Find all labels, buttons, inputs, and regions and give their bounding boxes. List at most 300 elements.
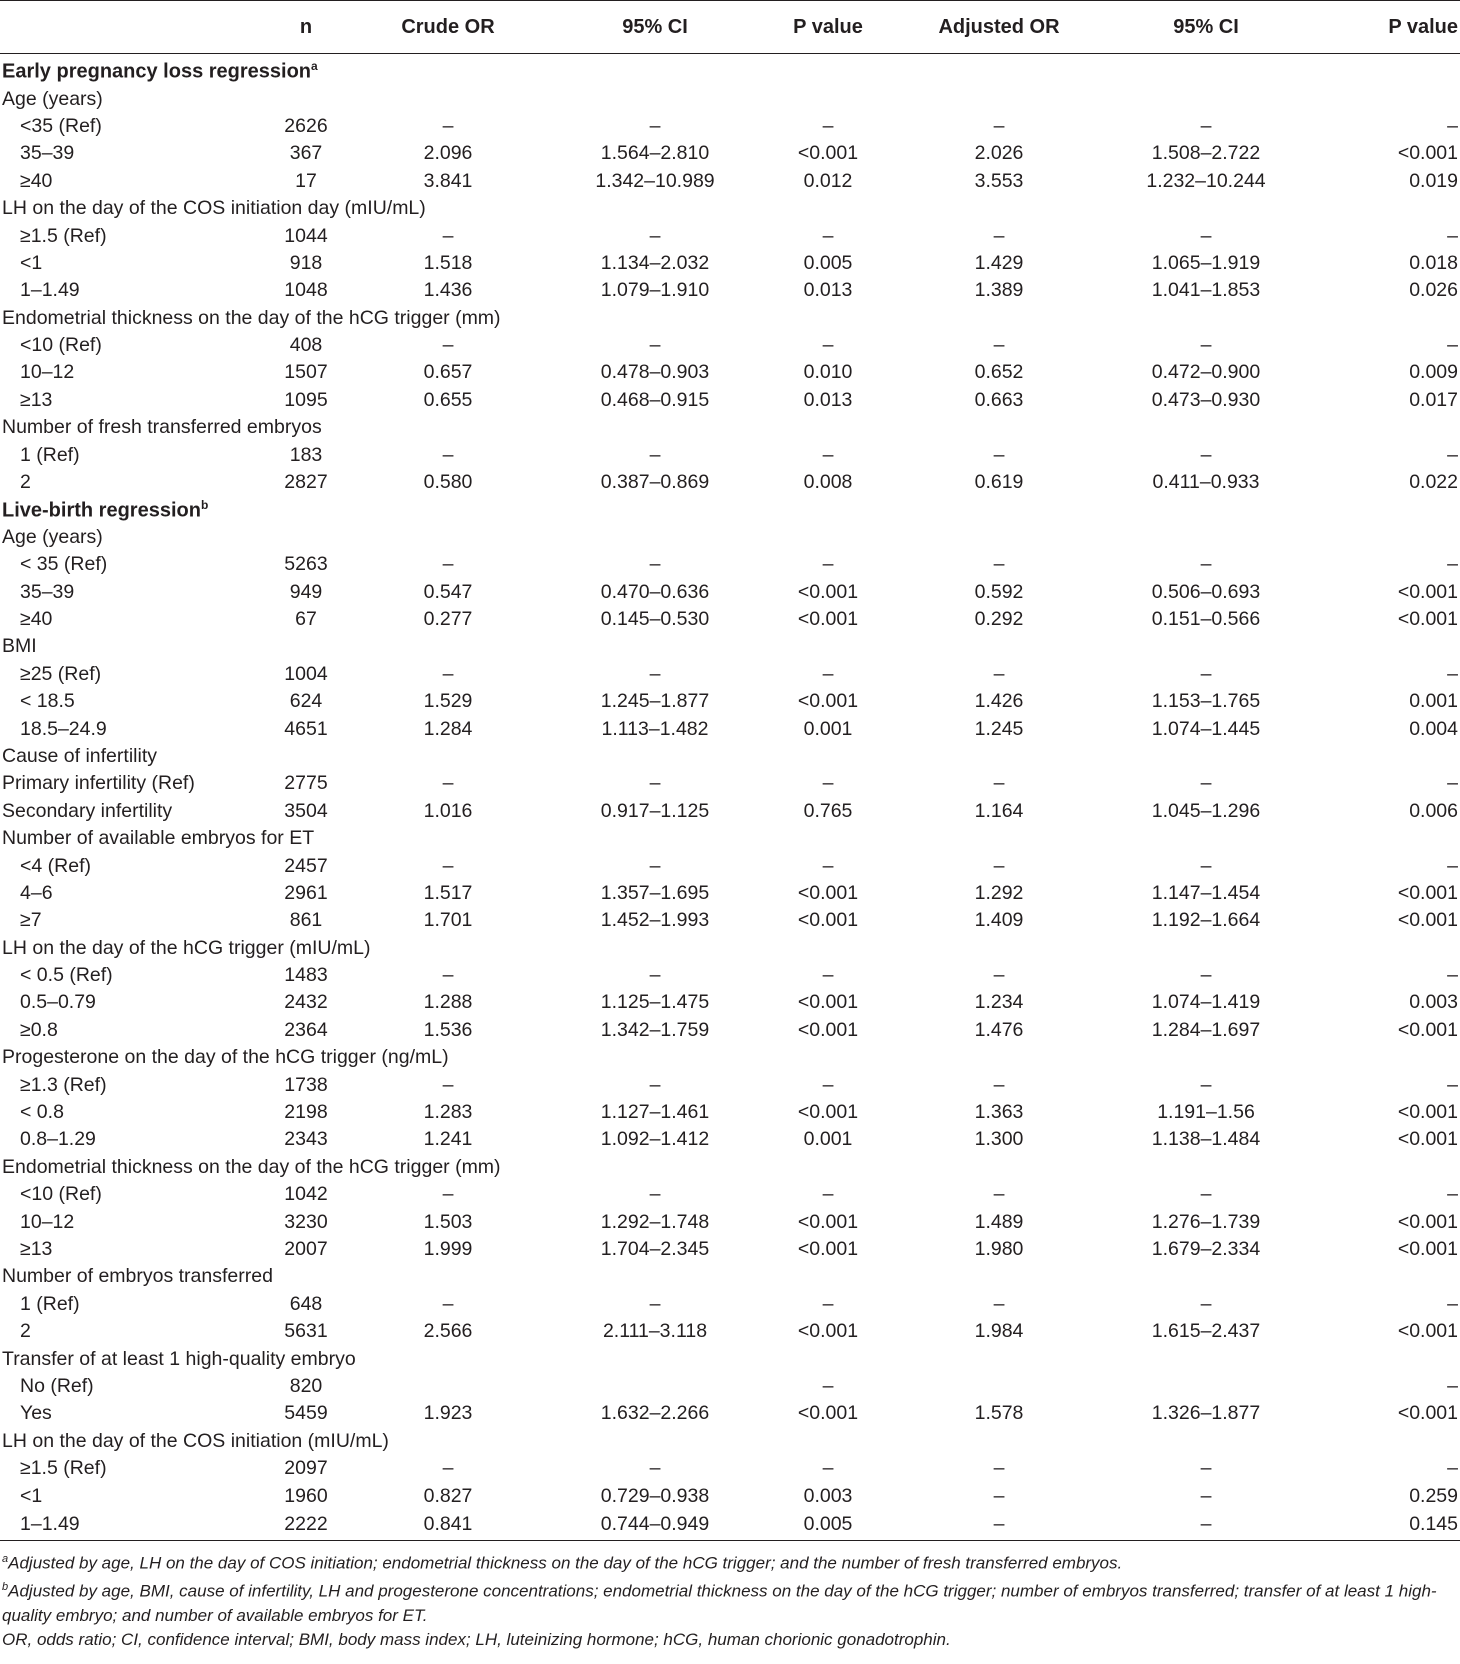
adjusted-ci-cell: – (1200, 1484, 1212, 1507)
crude-or-cell (346, 1373, 550, 1400)
adjusted-or-cell: 1.429 (974, 251, 1024, 274)
adjusted-or-cell: 0.619 (974, 471, 1024, 494)
crude-p-value-cell: – (822, 1457, 834, 1480)
adjusted-or-cell: 1.300 (974, 1128, 1024, 1151)
adjusted-p-value-cell: 0.004 (1409, 717, 1458, 740)
variable-label: LH on the day of the COS initiation (mIU/mL) (2, 1429, 389, 1452)
footnote-text: OR, odds ratio; CI, confidence interval; BMI, body mass index; LH, luteinizing hormone; hCG, human chorionic gonadotrophin. (2, 1630, 951, 1650)
adjusted-or-cell: – (993, 443, 1005, 466)
adjusted-or-cell: – (993, 854, 1005, 877)
table-row (0, 852, 1460, 879)
adjusted-ci-cell: 0.472–0.900 (1151, 361, 1261, 384)
adjusted-ci-cell: 0.411–0.933 (1152, 471, 1260, 494)
crude-p-value-cell: <0.001 (797, 690, 859, 713)
crude-or-cell: – (442, 553, 454, 576)
n-cell: 1738 (284, 1073, 328, 1096)
variable-group-row (0, 1154, 1460, 1181)
category-label: < 18.5 (20, 690, 75, 713)
variable-label: Endometrial thickness on the day of the hCG trigger (mm) (2, 1155, 501, 1178)
n-cell: 17 (295, 169, 317, 192)
variable-label: Transfer of at least 1 high-quality embryo (2, 1347, 356, 1370)
adjusted-or-cell: – (896, 1510, 1102, 1541)
crude-ci-cell: 1.292–1.748 (600, 1210, 710, 1233)
table-row (0, 1236, 1460, 1263)
footnote (2, 1547, 1458, 1576)
variable-label: Number of embryos transferred (2, 1265, 273, 1288)
adjusted-p-value-cell: 0.259 (1409, 1484, 1458, 1507)
adjusted-p-value-cell: – (1447, 553, 1458, 576)
variable-label: LH on the day of the hCG trigger (mIU/mL) (2, 936, 371, 959)
category-label: 4–6 (20, 881, 53, 904)
crude-or-cell: – (442, 1183, 454, 1206)
variable-group-row (0, 935, 1460, 962)
crude-or-cell: 0.657 (423, 361, 473, 384)
crude-p-value-cell: 0.003 (803, 1484, 853, 1507)
adjusted-ci-cell: – (1200, 964, 1212, 987)
crude-ci-cell: – (649, 1457, 661, 1480)
variable-label: Age (years) (2, 525, 103, 548)
adjusted-p-value-cell: – (1447, 662, 1458, 685)
crude-ci-cell: 1.125–1.475 (600, 991, 710, 1014)
adjusted-ci-cell: – (1200, 114, 1212, 137)
adjusted-p-value-cell: <0.001 (1397, 608, 1458, 630)
table-row (0, 1208, 1460, 1235)
n-cell: 408 (289, 334, 323, 357)
crude-p-value-cell: 0.010 (803, 361, 853, 384)
crude-or-cell: 1.016 (423, 799, 473, 822)
column-header: P value (760, 1, 896, 54)
n-cell: 5459 (284, 1402, 328, 1425)
crude-p-value-cell: – (822, 224, 834, 247)
crude-or-cell: 2.096 (423, 142, 473, 165)
adjusted-ci-cell: 1.276–1.739 (1151, 1210, 1261, 1233)
section-header-row (0, 54, 1460, 86)
category-label: 35–39 (20, 142, 75, 165)
table-row (0, 1017, 1460, 1044)
crude-p-value-cell: <0.001 (797, 580, 859, 603)
adjusted-p-value-cell: – (1447, 1374, 1458, 1397)
adjusted-ci-cell: 1.191–1.56 (1157, 1101, 1255, 1124)
adjusted-or-cell: 0.592 (974, 580, 1024, 603)
adjusted-or-cell: 1.234 (974, 991, 1024, 1014)
adjusted-ci-cell: 1.679–2.334 (1151, 1237, 1261, 1260)
n-cell: 2222 (266, 1510, 346, 1541)
variable-label: Endometrial thickness on the day of the hCG trigger (mm) (2, 306, 501, 329)
crude-ci-cell: – (649, 1183, 661, 1206)
crude-or-cell: 1.536 (423, 1018, 473, 1041)
adjusted-ci-cell: 1.326–1.877 (1151, 1402, 1261, 1425)
n-cell: 3230 (284, 1210, 328, 1233)
variable-group-row (0, 414, 1460, 441)
category-label: 2 (20, 471, 31, 494)
table-row (0, 661, 1460, 688)
crude-or-cell: 2.566 (423, 1320, 473, 1343)
crude-ci-cell: 2.111–3.118 (602, 1320, 708, 1343)
variable-label: Number of fresh transferred embryos (2, 416, 322, 439)
crude-ci-cell: – (649, 1073, 661, 1096)
variable-group-row (0, 85, 1460, 112)
crude-p-value-cell: 0.001 (803, 1128, 853, 1151)
table-row (0, 1318, 1460, 1345)
crude-or-cell: – (442, 662, 454, 685)
adjusted-or-cell: 2.026 (974, 142, 1024, 165)
variable-label: Age (years) (2, 87, 103, 110)
category-label: 35–39 (20, 580, 75, 603)
crude-ci-cell: 1.113–1.482 (601, 717, 709, 740)
crude-or-cell: 1.283 (423, 1101, 473, 1124)
crude-p-value-cell: <0.001 (797, 909, 859, 932)
column-header: Crude OR (346, 1, 550, 54)
category-label: Yes (20, 1402, 52, 1425)
n-cell: 2775 (284, 772, 328, 795)
crude-or-cell: 0.277 (423, 608, 473, 630)
crude-p-value-cell: – (822, 772, 834, 795)
table-row (0, 798, 1460, 825)
crude-p-value-cell: 0.765 (803, 799, 853, 822)
category-label: <1 (20, 251, 43, 274)
n-cell: 67 (295, 608, 317, 630)
table-row (0, 880, 1460, 907)
footnote-marker: b (200, 497, 209, 512)
footnote (2, 1575, 1458, 1628)
adjusted-or-cell: – (993, 1292, 1005, 1315)
adjusted-p-value-cell: – (1447, 1457, 1458, 1480)
category-label: ≥25 (Ref) (20, 662, 102, 685)
n-cell: 918 (289, 251, 323, 274)
adjusted-p-value-cell: 0.019 (1409, 169, 1458, 192)
adjusted-p-value-cell: – (1447, 1183, 1458, 1206)
crude-ci-cell: 0.917–1.125 (600, 799, 710, 822)
adjusted-p-value-cell: – (1447, 964, 1458, 987)
column-header: P value (1310, 1, 1460, 54)
category-label: ≥40 (20, 608, 53, 630)
category-label: No (Ref) (20, 1374, 94, 1397)
category-label: Primary infertility (Ref) (2, 772, 195, 795)
crude-ci-cell: 1.134–2.032 (600, 251, 710, 274)
crude-or-cell: – (442, 114, 454, 137)
n-cell: 820 (289, 1374, 323, 1397)
adjusted-p-value-cell: <0.001 (1397, 142, 1458, 165)
crude-ci-cell: 1.245–1.877 (600, 690, 710, 713)
adjusted-or-cell: – (993, 334, 1005, 357)
adjusted-p-value-cell: – (1447, 1292, 1458, 1315)
crude-ci-cell: 1.452–1.993 (600, 909, 710, 932)
crude-or-cell: 0.841 (346, 1510, 550, 1541)
crude-ci-cell: – (649, 964, 661, 987)
adjusted-p-value-cell: <0.001 (1397, 1210, 1458, 1233)
adjusted-p-value-cell: 0.026 (1409, 279, 1458, 302)
n-cell: 1960 (284, 1484, 328, 1507)
crude-p-value-cell: – (822, 1073, 834, 1096)
category-label: 1–1.49 (20, 279, 80, 302)
crude-p-value-cell: – (822, 334, 834, 357)
section-title-text: Live-birth regression (2, 499, 201, 522)
footnote-text: Adjusted by age, BMI, cause of infertility, LH and progesterone concentrations; endometrial thickness on the day of the hCG trigger; number of embryos transferred; transfer of at least 1 high-quality embryo; and number of available embryos for ET. (2, 1582, 1437, 1626)
crude-p-value-cell: 0.005 (803, 251, 853, 274)
variable-label: LH on the day of the COS initiation day (mIU/mL) (2, 197, 426, 220)
table-row (0, 1126, 1460, 1153)
adjusted-or-cell: 0.652 (974, 361, 1024, 384)
adjusted-ci-cell: 1.147–1.454 (1151, 881, 1261, 904)
adjusted-p-value-cell: – (1447, 1073, 1458, 1096)
n-cell: 2097 (284, 1457, 328, 1480)
table-row (0, 277, 1460, 304)
adjusted-p-value-cell: 0.017 (1409, 388, 1458, 411)
adjusted-or-cell: – (993, 964, 1005, 987)
adjusted-or-cell: 1.578 (974, 1402, 1024, 1425)
adjusted-ci-cell: – (1200, 662, 1212, 685)
variable-label: Number of available embryos for ET (2, 827, 315, 850)
table-row (0, 469, 1460, 496)
section-title (0, 54, 1460, 86)
table-row (0, 250, 1460, 277)
adjusted-or-cell (896, 1373, 1102, 1400)
adjusted-or-cell: – (993, 772, 1005, 795)
adjusted-p-value-cell: – (1447, 443, 1458, 466)
adjusted-ci-cell: 1.065–1.919 (1151, 251, 1261, 274)
adjusted-ci-cell: – (1200, 1073, 1212, 1096)
n-cell: 367 (289, 142, 323, 165)
variable-label: BMI (2, 635, 37, 658)
crude-p-value-cell: <0.001 (797, 1320, 859, 1343)
crude-or-cell: 0.547 (423, 580, 473, 603)
n-cell: 1042 (284, 1183, 328, 1206)
crude-ci-cell: – (649, 224, 661, 247)
crude-ci-cell (550, 1373, 760, 1400)
n-cell: 1095 (284, 388, 328, 411)
crude-or-cell: 1.241 (423, 1128, 473, 1151)
adjusted-p-value-cell: <0.001 (1397, 1237, 1458, 1260)
adjusted-or-cell: 1.245 (974, 717, 1024, 740)
table-row (0, 1373, 1460, 1400)
adjusted-or-cell: – (993, 553, 1005, 576)
n-cell: 1483 (284, 964, 328, 987)
crude-p-value-cell: – (822, 114, 834, 137)
variable-group-row (0, 305, 1460, 332)
crude-or-cell: – (442, 964, 454, 987)
n-cell: 2364 (284, 1018, 328, 1041)
category-label: 18.5–24.9 (20, 717, 107, 740)
n-cell: 624 (289, 690, 323, 713)
adjusted-or-cell: 1.489 (974, 1210, 1024, 1233)
crude-or-cell: 3.841 (423, 169, 473, 192)
table-row (0, 962, 1460, 989)
crude-p-value-cell: – (822, 553, 834, 576)
crude-ci-cell: – (649, 1292, 661, 1315)
table-row (0, 140, 1460, 167)
variable-group-row (0, 1345, 1460, 1372)
crude-ci-cell: 1.079–1.910 (600, 279, 710, 302)
variable-group-row (0, 825, 1460, 852)
table-row (0, 551, 1460, 578)
adjusted-p-value-cell: – (1447, 334, 1458, 357)
column-header: Adjusted OR (896, 1, 1102, 54)
table-row (0, 1455, 1460, 1482)
adjusted-ci-cell: 0.506–0.693 (1151, 580, 1261, 603)
adjusted-ci-cell: – (1200, 224, 1212, 247)
footnote-marker: b (2, 1581, 9, 1594)
category-label: 2 (20, 1320, 31, 1343)
table-row (0, 1099, 1460, 1126)
n-cell: 2198 (284, 1101, 328, 1124)
n-cell: 2432 (284, 991, 328, 1014)
table-row (0, 578, 1460, 605)
crude-p-value-cell: 0.013 (803, 388, 853, 411)
table-row (0, 113, 1460, 140)
adjusted-ci-cell: 1.508–2.722 (1151, 142, 1261, 165)
table-row (0, 1482, 1460, 1509)
adjusted-ci-cell: – (1200, 1292, 1212, 1315)
n-cell: 2457 (284, 854, 328, 877)
crude-p-value-cell: 0.012 (803, 169, 853, 192)
adjusted-p-value-cell: – (1447, 772, 1458, 795)
adjusted-or-cell: – (993, 114, 1005, 137)
crude-p-value-cell: 0.008 (803, 471, 853, 494)
crude-or-cell: – (442, 224, 454, 247)
n-cell: 183 (289, 443, 323, 466)
crude-or-cell: 1.701 (423, 909, 473, 932)
crude-or-cell: – (442, 854, 454, 877)
crude-ci-cell: 0.387–0.869 (600, 471, 710, 494)
adjusted-ci-cell: 1.045–1.296 (1151, 799, 1261, 822)
table-row (0, 1071, 1460, 1098)
adjusted-ci-cell: 1.615–2.437 (1151, 1320, 1261, 1343)
category-label: ≥13 (20, 388, 53, 411)
column-header (0, 1, 266, 54)
adjusted-or-cell: 0.292 (974, 608, 1024, 630)
adjusted-or-cell: 1.363 (974, 1101, 1024, 1124)
crude-or-cell: 0.580 (423, 471, 473, 494)
adjusted-ci-cell: 1.192–1.664 (1151, 909, 1261, 932)
table-footnotes (0, 1541, 1460, 1652)
adjusted-ci-cell: – (1200, 334, 1212, 357)
category-label: <10 (Ref) (20, 334, 102, 357)
crude-p-value-cell: – (822, 854, 834, 877)
table-row (0, 222, 1460, 249)
adjusted-or-cell: 1.984 (974, 1320, 1024, 1343)
category-label: <10 (Ref) (20, 1183, 102, 1206)
category-label: < 0.5 (Ref) (20, 964, 113, 987)
adjusted-p-value-cell: <0.001 (1397, 909, 1458, 932)
adjusted-ci-cell: 1.074–1.445 (1151, 717, 1261, 740)
adjusted-ci-cell: 1.232–10.244 (1146, 169, 1266, 192)
section-title-text: Early pregnancy loss regression (2, 61, 312, 84)
crude-ci-cell: – (649, 854, 661, 877)
adjusted-p-value-cell: <0.001 (1397, 1128, 1458, 1151)
category-label: ≥13 (20, 1237, 53, 1260)
n-cell: 2007 (284, 1237, 328, 1260)
adjusted-p-value-cell: 0.145 (1310, 1510, 1460, 1541)
adjusted-ci-cell: – (1200, 854, 1212, 877)
variable-group-row (0, 1428, 1460, 1455)
category-label: 10–12 (20, 361, 75, 384)
crude-or-cell: 1.288 (423, 991, 473, 1014)
section-header-row (0, 496, 1460, 523)
crude-p-value-cell: <0.001 (797, 1210, 859, 1233)
n-cell: 1044 (284, 224, 328, 247)
crude-p-value-cell: <0.001 (797, 608, 859, 630)
crude-p-value-cell: – (822, 443, 834, 466)
adjusted-or-cell: 1.409 (974, 909, 1024, 932)
variable-group-row (0, 743, 1460, 770)
crude-ci-cell: 1.342–1.759 (600, 1018, 710, 1041)
adjusted-p-value-cell: <0.001 (1397, 1320, 1458, 1343)
adjusted-or-cell: 1.164 (974, 799, 1024, 822)
adjusted-p-value-cell: 0.006 (1409, 799, 1458, 822)
adjusted-or-cell: 1.426 (974, 690, 1024, 713)
adjusted-ci-cell: – (1102, 1510, 1310, 1541)
crude-or-cell: 1.999 (423, 1237, 473, 1260)
table-row (0, 907, 1460, 934)
table-row (0, 1510, 1460, 1541)
table-body (0, 54, 1460, 1541)
crude-ci-cell: 1.127–1.461 (600, 1101, 710, 1124)
crude-or-cell: 1.503 (423, 1210, 473, 1233)
n-cell: 5631 (284, 1320, 328, 1343)
adjusted-p-value-cell: <0.001 (1397, 1101, 1458, 1124)
adjusted-ci-cell: 1.138–1.484 (1151, 1128, 1261, 1151)
n-cell: 861 (289, 909, 323, 932)
category-label: < 0.8 (20, 1101, 64, 1124)
n-cell: 2827 (284, 471, 328, 494)
table-row (0, 989, 1460, 1016)
crude-or-cell: 1.529 (423, 690, 473, 713)
category-label: < 35 (Ref) (20, 553, 108, 576)
adjusted-ci-cell (1102, 1373, 1310, 1400)
adjusted-p-value-cell: <0.001 (1397, 1402, 1458, 1425)
crude-p-value-cell: 0.005 (760, 1510, 896, 1541)
crude-p-value-cell: <0.001 (797, 1237, 859, 1260)
category-label: <35 (Ref) (20, 114, 102, 137)
adjusted-or-cell: – (993, 1484, 1005, 1507)
crude-or-cell: – (442, 1457, 454, 1480)
adjusted-or-cell: – (993, 224, 1005, 247)
crude-ci-cell: – (649, 772, 661, 795)
crude-ci-cell: 0.478–0.903 (600, 361, 710, 384)
crude-ci-cell: 1.092–1.412 (600, 1128, 710, 1151)
crude-ci-cell: 0.468–0.915 (600, 388, 710, 411)
table-row (0, 1291, 1460, 1318)
adjusted-p-value-cell: 0.018 (1409, 251, 1458, 274)
table-row (0, 332, 1460, 359)
section-title (0, 496, 1460, 523)
adjusted-ci-cell: – (1200, 772, 1212, 795)
table-row (0, 387, 1460, 414)
n-cell: 1507 (284, 361, 328, 384)
table-row (0, 359, 1460, 386)
crude-or-cell: 1.436 (423, 279, 473, 302)
crude-ci-cell: 0.744–0.949 (550, 1510, 760, 1541)
crude-ci-cell: 1.357–1.695 (600, 881, 710, 904)
adjusted-or-cell: 3.553 (974, 169, 1024, 192)
table-header (0, 1, 1460, 54)
adjusted-p-value-cell: – (1447, 114, 1458, 137)
adjusted-ci-cell: – (1200, 553, 1212, 576)
table-row (0, 606, 1460, 633)
crude-p-value-cell: – (822, 662, 834, 685)
adjusted-p-value-cell: 0.003 (1409, 991, 1458, 1014)
adjusted-or-cell: – (993, 1183, 1005, 1206)
variable-group-row (0, 524, 1460, 551)
crude-ci-cell: – (649, 553, 661, 576)
crude-ci-cell: 1.342–10.989 (595, 169, 715, 192)
table-row (0, 770, 1460, 797)
adjusted-p-value-cell: <0.001 (1397, 580, 1458, 603)
n-cell: 1004 (284, 662, 328, 685)
crude-ci-cell: 0.145–0.530 (600, 608, 710, 630)
adjusted-p-value-cell: 0.001 (1409, 690, 1458, 713)
adjusted-or-cell: 1.476 (974, 1018, 1024, 1041)
